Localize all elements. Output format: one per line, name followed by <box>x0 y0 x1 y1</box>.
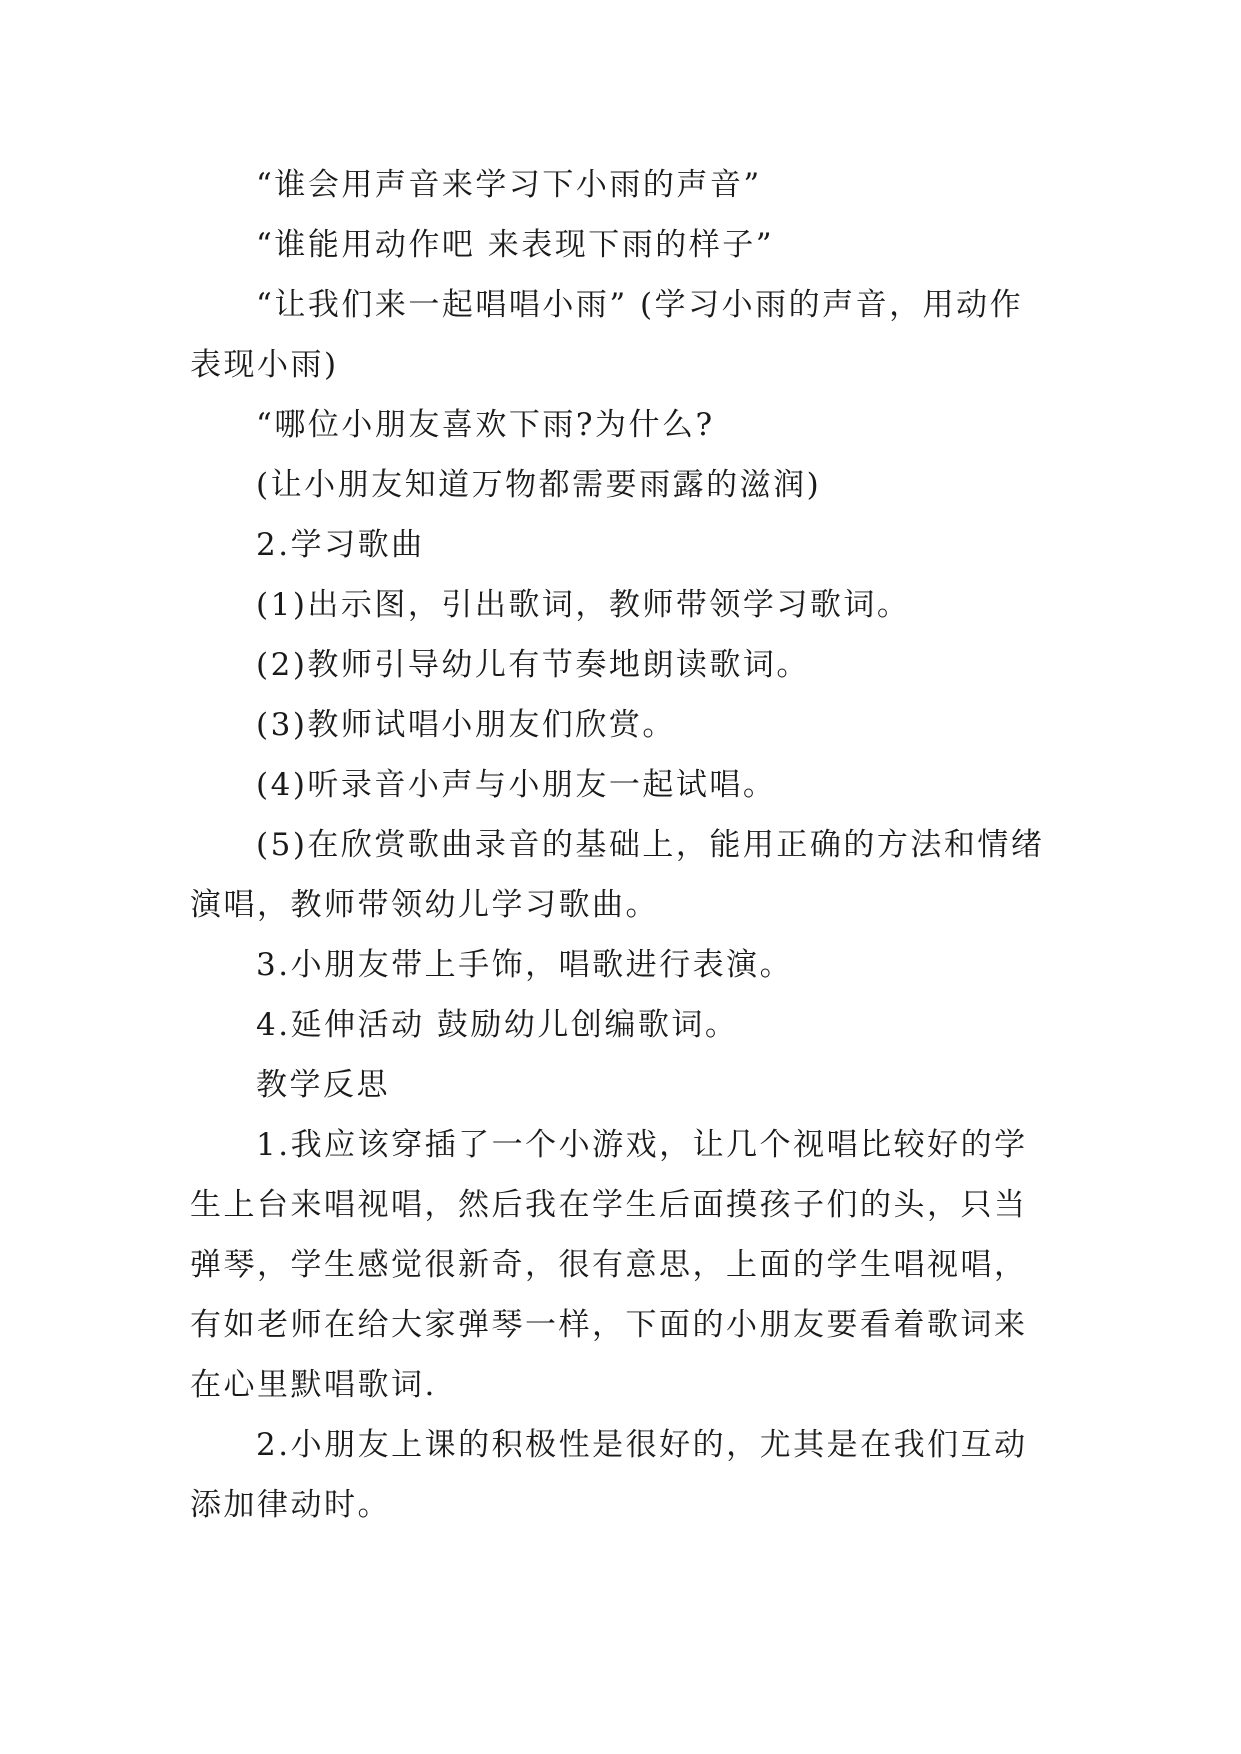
list-item-5: (5)在欣赏歌曲录音的基础上，能用正确的方法和情绪演唱，教师带领幼儿学习歌曲。 <box>190 827 1045 923</box>
section-heading-learn-song: 2.学习歌曲 <box>256 527 425 563</box>
list-item-3: (3)教师试唱小朋友们欣赏。 <box>256 707 676 743</box>
document-body <box>190 155 1052 1535</box>
reflection-2: 2.小朋友上课的积极性是很好的，尤其是在我们互动添加律动时。 <box>190 1427 1028 1523</box>
section-heading-reflection: 教学反思 <box>256 1067 390 1103</box>
list-item-1: (1)出示图，引出歌词，教师带领学习歌词。 <box>256 587 911 623</box>
paragraph-4: “哪位小朋友喜欢下雨?为什么? <box>256 407 715 443</box>
paragraph-2: “谁能用动作吧 来表现下雨的样子” <box>256 227 775 263</box>
paragraph-3: “让我们来一起唱唱小雨” (学习小雨的声音，用动作表现小雨) <box>190 287 1024 383</box>
reflection-1: 1.我应该穿插了一个小游戏，让几个视唱比较好的学生上台来唱视唱，然后我在学生后面摸孩子们的头，只当弹琴，学生感觉很新奇，很有意思，上面的学生唱视唱，有如老师在给大家弹琴一样，下面的小朋友要看着歌词来在心里默唱歌词. <box>190 1127 1028 1403</box>
paragraph-1: “谁会用声音来学习下小雨的声音” <box>256 167 762 203</box>
list-item-2: (2)教师引导幼儿有节奏地朗读歌词。 <box>256 647 810 683</box>
paragraph-5: (让小朋友知道万物都需要雨露的滋润) <box>256 467 822 503</box>
list-item-4: (4)听录音小声与小朋友一起试唱。 <box>256 767 777 803</box>
step-3-performance: 3.小朋友带上手饰，唱歌进行表演。 <box>256 947 794 983</box>
step-4-extension: 4.延伸活动 鼓励幼儿创编歌词。 <box>256 1007 739 1043</box>
